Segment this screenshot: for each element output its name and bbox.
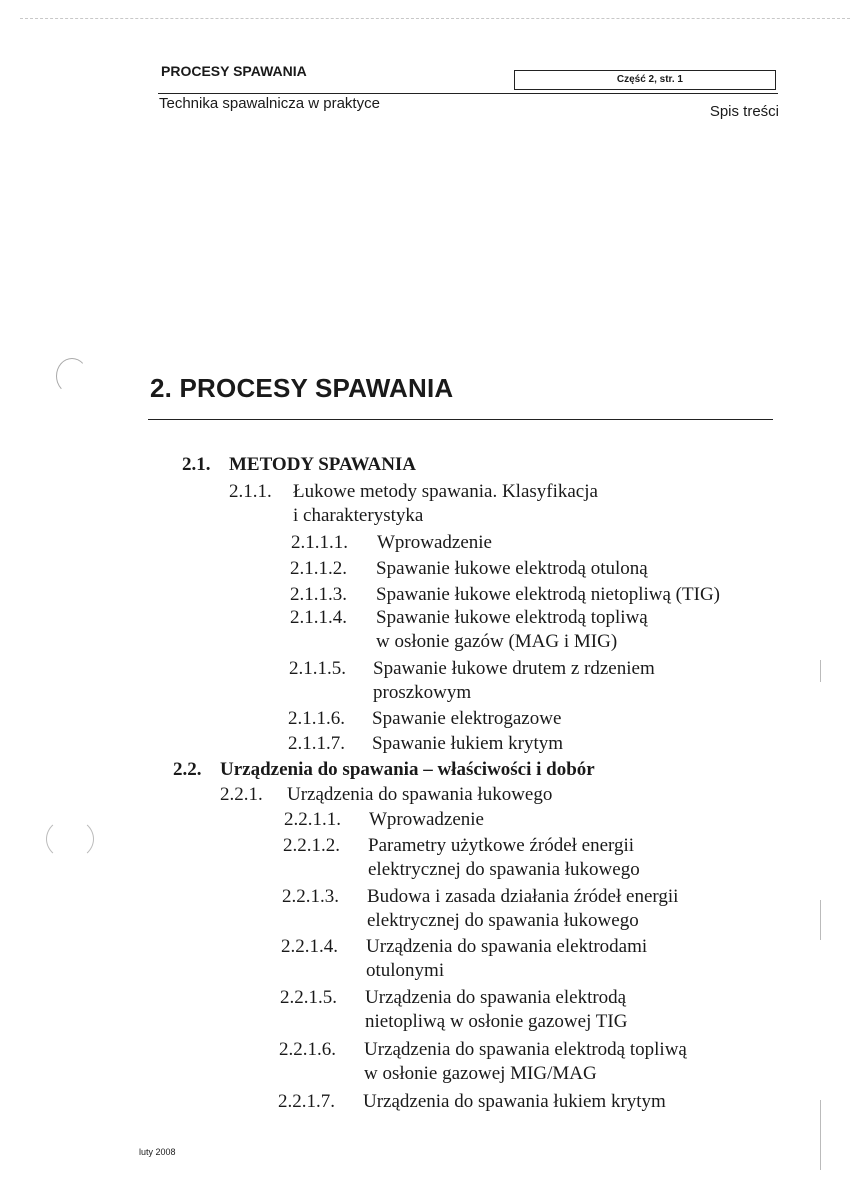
scan-edge-line [20,18,850,19]
chapter-title: 2. PROCESY SPAWANIA [150,373,454,403]
toc-number: 2.1.1.5. [289,658,346,679]
punch-hole-mark [46,818,94,860]
header-part: Część 2, str. 1 [616,74,683,85]
toc-number: 2.1.1.6. [288,708,345,729]
toc-text: Spawanie łukowe elektrodą otuloną [376,558,648,579]
header-subtitle: Technika spawalnicza w praktyce [159,95,380,112]
toc-text: nietopliwą w osłonie gazowej TIG [365,1011,628,1032]
toc-text: Parametry użytkowe źródeł energii [368,835,635,856]
toc-text: Urządzenia do spawania elektrodą topliwą [364,1039,687,1060]
toc-text: Urządzenia do spawania elektrodą [365,987,627,1008]
toc-text: Budowa i zasada działania źródeł energii [367,886,679,907]
toc-text: Spawanie elektrogazowe [372,708,562,729]
scan-edge-mark [820,900,821,940]
toc-text: i charakterystyka [293,505,424,526]
toc-number: 2.2.1.6. [279,1039,336,1060]
toc-number: 2.2.1. [220,784,263,805]
toc-number: 2.1.1. [229,481,272,502]
chapter-rule [148,419,773,420]
toc-text: elektrycznej do spawania łukowego [367,910,639,931]
header-title: PROCESY SPAWANIA [161,63,307,79]
toc-text: Wprowadzenie [377,532,492,553]
toc-number: 2.2. [173,759,202,780]
header-part-box [514,70,776,90]
toc-number: 2.2.1.2. [283,835,340,856]
toc-number: 2.1.1.1. [291,532,348,553]
toc-number: 2.2.1.3. [282,886,339,907]
toc-text: elektrycznej do spawania łukowego [368,859,640,880]
toc-number: 2.1.1.2. [290,558,347,579]
toc-text: proszkowym [373,682,472,703]
toc-text: Wprowadzenie [369,809,484,830]
toc-text: Urządzenia do spawania łukowego [287,784,553,805]
toc-text: Spawanie łukowe elektrodą nietopliwą (TIG) [376,584,720,605]
toc-number: 2.1.1.3. [290,584,347,605]
scan-edge-mark [820,1100,821,1170]
toc-text: w osłonie gazowej MIG/MAG [364,1063,597,1084]
toc-text: Łukowe metody spawania. Klasyfikacja [293,481,598,502]
toc-number: 2.2.1.1. [284,809,341,830]
scan-edge-mark [820,660,821,682]
toc-text: otulonymi [366,960,445,981]
toc-text: Urządzenia do spawania elektrodami [366,936,648,957]
toc-text: Spawanie łukowe drutem z rdzeniem [373,658,655,679]
toc-number: 2.1. [182,454,211,475]
header-rule [158,93,778,94]
toc-number: 2.2.1.7. [278,1091,335,1112]
toc-text: Spawanie łukiem krytym [372,733,564,754]
toc-text: Urządzenia do spawania – właściwości i dobór [220,759,595,780]
toc-text: w osłonie gazów (MAG i MIG) [376,631,618,652]
toc-number: 2.2.1.4. [281,936,338,957]
header-section: Spis treści [709,103,779,120]
toc-number: 2.2.1.5. [280,987,337,1008]
punch-hole-mark [56,358,88,394]
toc-text: METODY SPAWANIA [229,454,417,475]
toc-text: Urządzenia do spawania łukiem krytym [363,1091,666,1112]
footer-date: luty 2008 [139,1147,176,1157]
toc-number: 2.1.1.7. [288,733,345,754]
toc-text: Spawanie łukowe elektrodą topliwą [376,607,648,628]
toc-number: 2.1.1.4. [290,607,347,628]
